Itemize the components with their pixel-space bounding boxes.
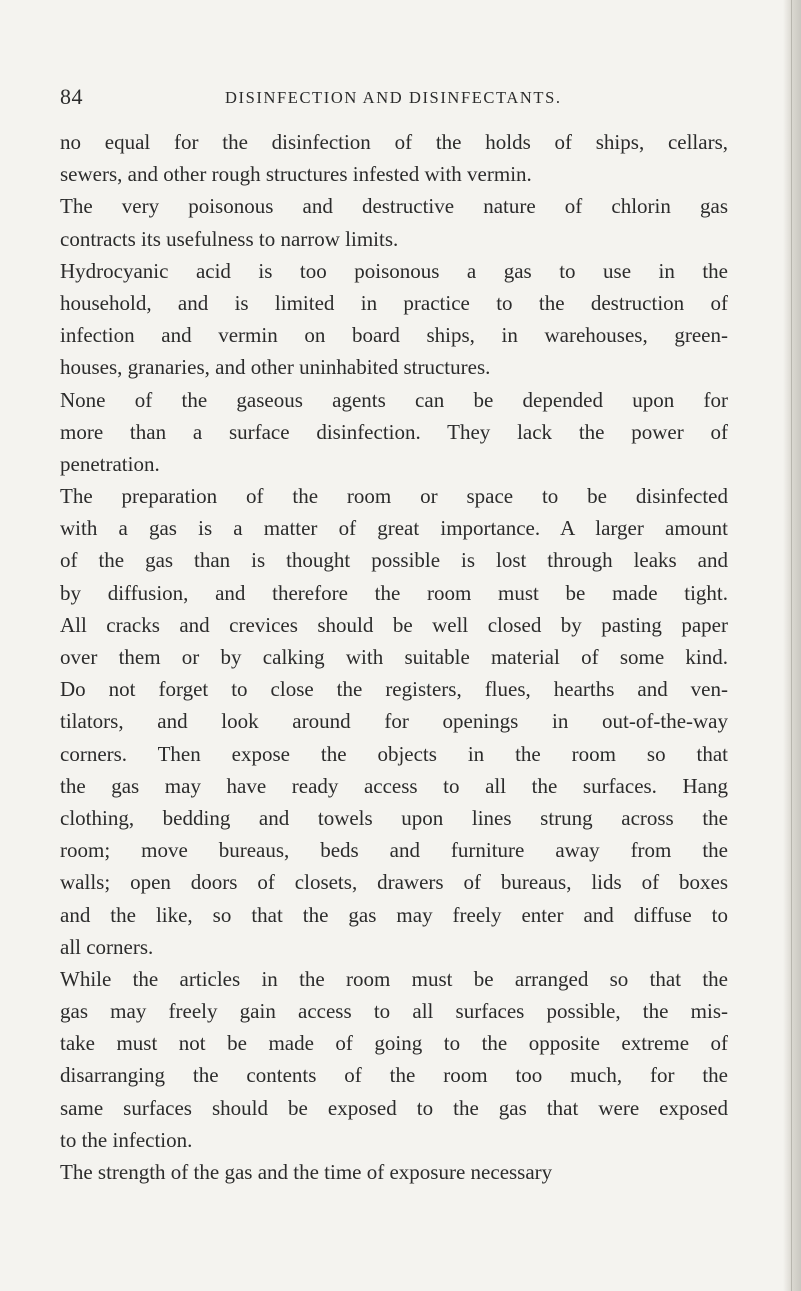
page-number: 84 [60, 84, 83, 109]
text-line: penetration. [60, 451, 160, 476]
text-line: gas may freely gain access to all surfaces possible, the mis- [60, 999, 728, 1024]
page-edge-line [791, 0, 792, 1291]
text-line: sewers, and other rough structures infested with vermin. [60, 162, 532, 187]
text-line: disarranging the contents of the room too much, for the [60, 1063, 728, 1088]
text-line: no equal for the disinfection of the holds of ships, cellars, [60, 130, 728, 154]
text-line: take must not be made of going to the opposite extreme of [60, 1031, 728, 1056]
text-line: by diffusion, and therefore the room must be made tight. [60, 580, 728, 605]
text-line: houses, granaries, and other uninhabited structures. [60, 355, 491, 380]
text-line: all corners. [60, 934, 154, 959]
text-line: to the infection. [60, 1127, 193, 1152]
text-line: The strength of the gas and the time of exposure necessary [60, 1160, 553, 1184]
page-header [60, 84, 760, 110]
body-text [60, 126, 728, 1188]
text-line: walls; open doors of closets, drawers of bureaus, lids of boxes [60, 870, 728, 895]
text-line: contracts its usefulness to narrow limits. [60, 226, 399, 251]
text-line: of the gas than is thought possible is lost through leaks and [60, 548, 728, 573]
text-line: Hydrocyanic acid is too poisonous a gas to use in the [60, 258, 728, 283]
text-line: more than a surface disinfection. They lack the power of [60, 419, 728, 444]
text-line: None of the gaseous agents can be depended upon for [60, 387, 728, 412]
text-line: tilators, and look around for openings in out-of-the-way [60, 709, 728, 734]
text-line: corners. Then expose the objects in the room so that [60, 741, 728, 766]
text-line: While the articles in the room must be arranged so that the [60, 966, 728, 991]
text-line: room; move bureaus, beds and furniture away from the [60, 838, 728, 863]
text-line: household, and is limited in practice to the destruction of [60, 290, 728, 315]
text-line: over them or by calking with suitable material of some kind. [60, 645, 728, 669]
text-line: clothing, bedding and towels upon lines strung across the [60, 805, 728, 830]
text-line: The preparation of the room or space to be disinfected [60, 484, 728, 509]
text-line: the gas may have ready access to all the surfaces. Hang [60, 773, 728, 798]
page-edge-shadow [783, 0, 801, 1291]
text-line: with a gas is a matter of great importance. A larger amount [60, 516, 728, 541]
text-line: and the like, so that the gas may freely enter and diffuse to [60, 902, 728, 927]
running-head: DISINFECTION AND DISINFECTANTS. [225, 88, 562, 107]
text-line: same surfaces should be exposed to the gas that were exposed [60, 1095, 728, 1120]
text-line: All cracks and crevices should be well closed by pasting paper [60, 612, 728, 637]
text-line: infection and vermin on board ships, in warehouses, green- [60, 323, 728, 348]
text-line: The very poisonous and destructive nature of chlorin gas [60, 194, 728, 219]
text-line: Do not forget to close the registers, flues, hearths and ven- [60, 677, 728, 702]
